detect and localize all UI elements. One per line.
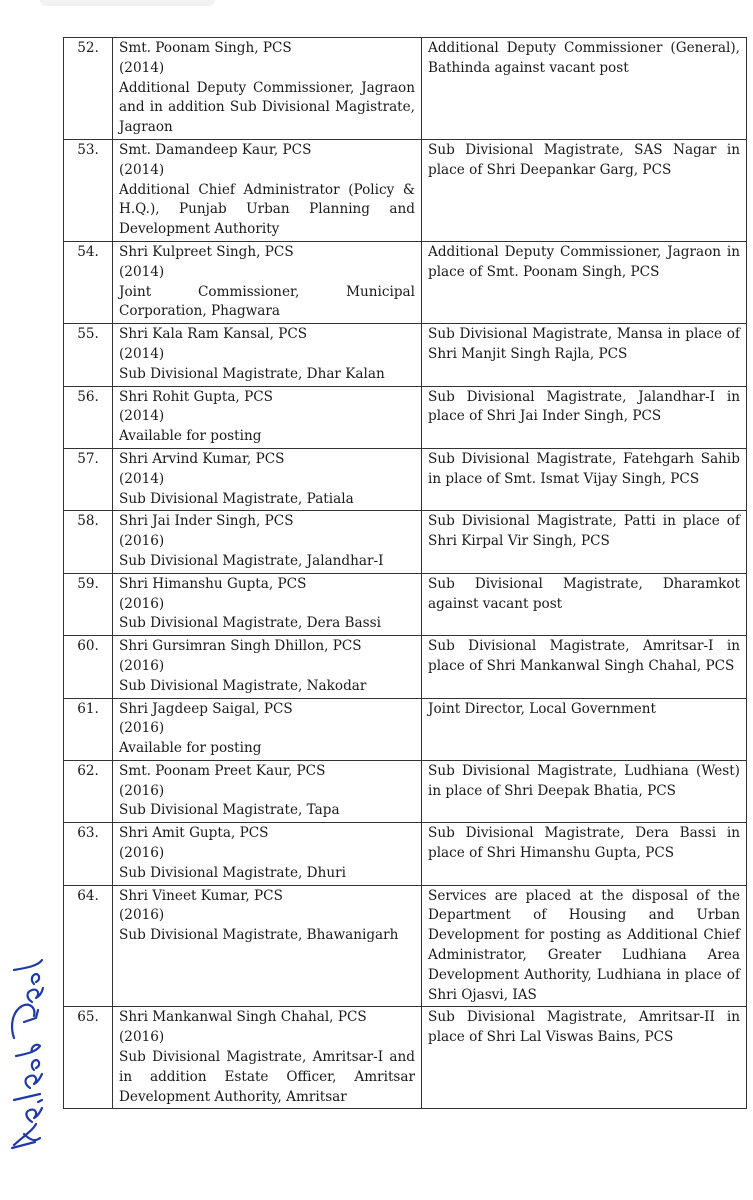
serial-number: 53. (64, 139, 113, 241)
table-row (64, 511, 747, 573)
new-posting: Sub Divisional Magistrate, SAS Nagar in place of Shri Deepankar Garg, PCS (422, 139, 747, 241)
officer-cell (113, 386, 422, 448)
officer-cell (113, 823, 422, 885)
officer-cell (113, 511, 422, 573)
officer-batch: (2016) (119, 657, 165, 674)
current-posting: Sub Divisional Magistrate, Bhawanigarh (119, 927, 399, 944)
table-row (64, 760, 747, 822)
scan-edge-shadow (40, 0, 215, 6)
officer-cell (113, 139, 422, 241)
handwritten-signature (2, 952, 48, 1152)
officer-name: Shri Himanshu Gupta, PCS (119, 575, 307, 592)
serial-number: 65. (64, 1007, 113, 1109)
officer-cell (113, 38, 422, 140)
table-row (64, 636, 747, 698)
table-row (64, 885, 747, 1007)
officer-batch: (2014) (119, 59, 165, 76)
serial-number: 52. (64, 38, 113, 140)
current-posting: Sub Divisional Magistrate, Dera Bassi (119, 615, 381, 632)
current-posting: Sub Divisional Magistrate, Dhar Kalan (119, 365, 385, 382)
new-posting: Joint Director, Local Government (422, 698, 747, 760)
officer-name: Shri Jai Inder Singh, PCS (119, 513, 294, 530)
officer-batch: (2014) (119, 263, 165, 280)
posting-orders-body (64, 38, 747, 1109)
table-row (64, 38, 747, 140)
new-posting: Additional Deputy Commissioner, Jagraon in place of Smt. Poonam Singh, PCS (422, 241, 747, 323)
serial-number: 64. (64, 885, 113, 1007)
officer-name: Shri Kulpreet Singh, PCS (119, 243, 294, 260)
new-posting: Sub Divisional Magistrate, Ludhiana (West) in place of Shri Deepak Bhatia, PCS (422, 760, 747, 822)
officer-batch: (2014) (119, 345, 165, 362)
current-posting: Sub Divisional Magistrate, Amritsar-I and in addition Estate Officer, Amritsar Development Authority, Amritsar (119, 1049, 415, 1105)
officer-name: Shri Rohit Gupta, PCS (119, 388, 273, 405)
officer-cell (113, 760, 422, 822)
serial-number: 57. (64, 448, 113, 510)
officer-name: Smt. Damandeep Kaur, PCS (119, 141, 312, 158)
posting-orders-table (63, 37, 747, 1109)
current-posting: Additional Chief Administrator (Policy & H.Q.), Punjab Urban Planning and Development Authority (119, 181, 415, 238)
serial-number: 55. (64, 324, 113, 386)
serial-number: 61. (64, 698, 113, 760)
serial-number: 58. (64, 511, 113, 573)
officer-name: Smt. Poonam Singh, PCS (119, 40, 292, 56)
new-posting: Services are placed at the disposal of the Department of Housing and Urban Development for posting as Additional Chief Administrator, Greater Ludhiana Area Development Authority, Ludhiana in place of Shri Ojasvi, IAS (422, 885, 747, 1007)
new-posting: Sub Divisional Magistrate, Amritsar-II in place of Shri Lal Viswas Bains, PCS (422, 1007, 747, 1109)
officer-batch: (2016) (119, 845, 165, 862)
serial-number: 54. (64, 241, 113, 323)
officer-name: Shri Mankanwal Singh Chahal, PCS (119, 1009, 367, 1026)
officer-name: Shri Vineet Kumar, PCS (119, 887, 283, 904)
table-row (64, 324, 747, 386)
officer-batch: (2016) (119, 907, 165, 924)
current-posting: Available for posting (119, 740, 262, 757)
officer-batch: (2016) (119, 720, 165, 737)
new-posting: Sub Divisional Magistrate, Jalandhar-I in place of Shri Jai Inder Singh, PCS (422, 386, 747, 448)
current-posting: Joint Commissioner, Municipal Corporation, Phagwara (119, 283, 415, 320)
officer-cell (113, 573, 422, 635)
officer-batch: (2014) (119, 408, 165, 425)
officer-cell (113, 885, 422, 1007)
new-posting: Sub Divisional Magistrate, Amritsar-I in place of Shri Mankanwal Singh Chahal, PCS (422, 636, 747, 698)
officer-batch: (2016) (119, 595, 165, 612)
officer-cell (113, 241, 422, 323)
current-posting: Additional Deputy Commissioner, Jagraon and in addition Sub Divisional Magistrate, Jagraon (119, 79, 415, 136)
current-posting: Available for posting (119, 428, 262, 445)
officer-batch: (2016) (119, 1029, 165, 1046)
officer-cell (113, 698, 422, 760)
current-posting: Sub Divisional Magistrate, Tapa (119, 802, 340, 819)
officer-name: Shri Jagdeep Saigal, PCS (119, 700, 293, 717)
table-row (64, 823, 747, 885)
serial-number: 60. (64, 636, 113, 698)
officer-cell (113, 448, 422, 510)
serial-number: 59. (64, 573, 113, 635)
table-row (64, 241, 747, 323)
current-posting: Sub Divisional Magistrate, Jalandhar-I (119, 552, 384, 569)
table-row (64, 573, 747, 635)
officer-cell (113, 324, 422, 386)
table-row (64, 1007, 747, 1109)
serial-number: 63. (64, 823, 113, 885)
officer-name: Shri Gursimran Singh Dhillon, PCS (119, 638, 362, 655)
current-posting: Sub Divisional Magistrate, Nakodar (119, 677, 367, 694)
officer-batch: (2014) (119, 470, 165, 487)
officer-batch: (2016) (119, 533, 165, 550)
officer-name: Shri Kala Ram Kansal, PCS (119, 326, 308, 343)
current-posting: Sub Divisional Magistrate, Patiala (119, 490, 354, 507)
officer-name: Shri Amit Gupta, PCS (119, 825, 269, 842)
officer-name: Smt. Poonam Preet Kaur, PCS (119, 762, 326, 779)
table-row (64, 386, 747, 448)
officer-cell (113, 1007, 422, 1109)
table-row (64, 448, 747, 510)
table-row (64, 698, 747, 760)
new-posting: Sub Divisional Magistrate, Dharamkot against vacant post (422, 573, 747, 635)
new-posting: Additional Deputy Commissioner (General), Bathinda against vacant post (422, 38, 747, 140)
serial-number: 62. (64, 760, 113, 822)
officer-batch: (2014) (119, 161, 165, 178)
new-posting: Sub Divisional Magistrate, Patti in place of Shri Kirpal Vir Singh, PCS (422, 511, 747, 573)
new-posting: Sub Divisional Magistrate, Dera Bassi in place of Shri Himanshu Gupta, PCS (422, 823, 747, 885)
officer-cell (113, 636, 422, 698)
new-posting: Sub Divisional Magistrate, Mansa in place of Shri Manjit Singh Rajla, PCS (422, 324, 747, 386)
current-posting: Sub Divisional Magistrate, Dhuri (119, 864, 346, 881)
new-posting: Sub Divisional Magistrate, Fatehgarh Sahib in place of Smt. Ismat Vijay Singh, PCS (422, 448, 747, 510)
table-row (64, 139, 747, 241)
serial-number: 56. (64, 386, 113, 448)
officer-name: Shri Arvind Kumar, PCS (119, 450, 285, 467)
officer-batch: (2016) (119, 782, 165, 799)
